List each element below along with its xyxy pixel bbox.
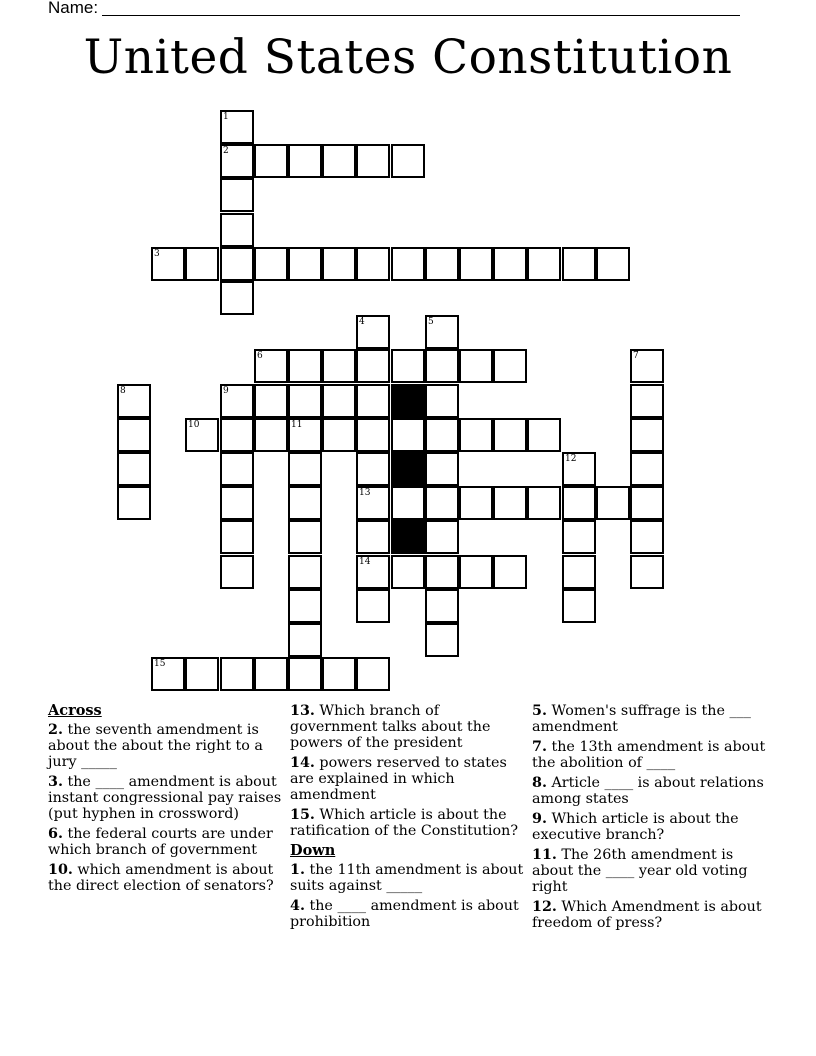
- grid-cell[interactable]: [356, 555, 390, 589]
- across-heading: Across: [48, 702, 102, 719]
- name-label: Name:: [48, 0, 99, 17]
- grid-cell[interactable]: [356, 315, 390, 349]
- grid-cell[interactable]: [151, 657, 185, 691]
- grid-cell[interactable]: [322, 384, 356, 418]
- grid-cell[interactable]: [630, 384, 664, 418]
- grid-cell[interactable]: [630, 418, 664, 452]
- grid-cell[interactable]: [288, 520, 322, 554]
- cell-number: 4: [359, 317, 365, 327]
- clue-column-1: [48, 703, 284, 898]
- grid-cell[interactable]: [596, 247, 630, 281]
- cell-number: 5: [428, 317, 434, 327]
- grid-cell[interactable]: [425, 349, 459, 383]
- grid-cell[interactable]: [220, 555, 254, 589]
- grid-cell[interactable]: [220, 247, 254, 281]
- grid-cell[interactable]: [562, 452, 596, 486]
- cell-number: 8: [120, 386, 126, 396]
- grid-cell[interactable]: [356, 657, 390, 691]
- grid-cell[interactable]: [288, 623, 322, 657]
- grid-cell[interactable]: [288, 486, 322, 520]
- cell-number: 1: [223, 112, 229, 122]
- clue-across-13: 13. Which branch of government talks about the powers of the president: [290, 703, 491, 751]
- grid-cell[interactable]: [288, 589, 322, 623]
- grid-cell[interactable]: [117, 486, 151, 520]
- grid-cell[interactable]: [220, 384, 254, 418]
- grid-cell[interactable]: [459, 418, 493, 452]
- grid-cell[interactable]: [356, 452, 390, 486]
- cell-number: 12: [565, 454, 577, 464]
- grid-cell[interactable]: [425, 555, 459, 589]
- grid-cell[interactable]: [356, 349, 390, 383]
- grid-cell[interactable]: [220, 657, 254, 691]
- grid-cell[interactable]: [254, 418, 288, 452]
- grid-cell[interactable]: [288, 349, 322, 383]
- grid-cell[interactable]: [220, 520, 254, 554]
- grid-cell[interactable]: [288, 247, 322, 281]
- grid-cell[interactable]: [185, 247, 219, 281]
- grid-cell[interactable]: [562, 247, 596, 281]
- grid-cell[interactable]: [356, 247, 390, 281]
- grid-cell[interactable]: [425, 452, 459, 486]
- grid-cell[interactable]: [562, 589, 596, 623]
- clue-across-2: 2. the seventh amendment is about the about the right to a jury _____: [48, 722, 263, 770]
- down-heading: Down: [290, 842, 336, 859]
- grid-cell[interactable]: [391, 418, 425, 452]
- grid-cell[interactable]: [117, 452, 151, 486]
- black-cell: [391, 384, 425, 418]
- cell-number: 3: [154, 249, 160, 259]
- grid-cell[interactable]: [220, 178, 254, 212]
- grid-cell[interactable]: [151, 247, 185, 281]
- black-cell: [391, 452, 425, 486]
- grid-cell[interactable]: [254, 657, 288, 691]
- grid-cell[interactable]: [630, 349, 664, 383]
- grid-cell[interactable]: [356, 520, 390, 554]
- grid-cell[interactable]: [425, 520, 459, 554]
- grid-cell[interactable]: [630, 452, 664, 486]
- cell-number: 7: [633, 351, 639, 361]
- clue-down-11: 11. The 26th amendment is about the ____ year old voting right: [532, 847, 748, 895]
- clue-across-14: 14. powers reserved to states are explained in which amendment: [290, 755, 507, 803]
- grid-cell[interactable]: [527, 486, 561, 520]
- grid-cell[interactable]: [493, 486, 527, 520]
- clue-across-15: 15. Which article is about the ratification of the Constitution?: [290, 807, 518, 839]
- grid-cell[interactable]: [493, 418, 527, 452]
- grid-cell[interactable]: [493, 555, 527, 589]
- grid-cell[interactable]: [288, 555, 322, 589]
- grid-cell[interactable]: [459, 555, 493, 589]
- grid-cell[interactable]: [322, 247, 356, 281]
- cell-number: 13: [359, 488, 371, 498]
- grid-cell[interactable]: [220, 418, 254, 452]
- clue-down-7: 7. the 13th amendment is about the abolition of ____: [532, 739, 766, 771]
- grid-cell[interactable]: [185, 418, 219, 452]
- grid-cell[interactable]: [220, 452, 254, 486]
- clue-down-9: 9. Which article is about the executive branch?: [532, 811, 739, 843]
- grid-cell[interactable]: [562, 486, 596, 520]
- cell-number: 11: [291, 420, 303, 430]
- clue-across-6: 6. the federal courts are under which branch of government: [48, 826, 273, 858]
- grid-cell[interactable]: [630, 555, 664, 589]
- grid-cell[interactable]: [356, 144, 390, 178]
- grid-cell[interactable]: [425, 418, 459, 452]
- grid-cell[interactable]: [288, 144, 322, 178]
- grid-cell[interactable]: [527, 247, 561, 281]
- grid-cell[interactable]: [425, 384, 459, 418]
- grid-cell[interactable]: [322, 657, 356, 691]
- grid-cell[interactable]: [493, 349, 527, 383]
- grid-cell[interactable]: [185, 657, 219, 691]
- grid-cell[interactable]: [391, 247, 425, 281]
- grid-cell[interactable]: [630, 486, 664, 520]
- grid-cell[interactable]: [391, 555, 425, 589]
- grid-cell[interactable]: [288, 657, 322, 691]
- grid-cell[interactable]: [356, 589, 390, 623]
- grid-cell[interactable]: [254, 144, 288, 178]
- clue-down-8: 8. Article ____ is about relations among states: [532, 775, 764, 807]
- grid-cell[interactable]: [254, 349, 288, 383]
- grid-cell[interactable]: [288, 384, 322, 418]
- clue-across-3: 3. the ____ amendment is about instant congressional pay raises (put hyphen in crossword): [48, 774, 282, 822]
- cell-number: 14: [359, 557, 371, 567]
- clue-down-12: 12. Which Amendment is about freedom of press?: [532, 899, 762, 931]
- grid-cell[interactable]: [254, 384, 288, 418]
- grid-cell[interactable]: [322, 144, 356, 178]
- grid-cell[interactable]: [322, 349, 356, 383]
- cell-number: 15: [154, 659, 166, 669]
- grid-cell[interactable]: [425, 623, 459, 657]
- grid-cell[interactable]: [356, 418, 390, 452]
- clue-column-3: [532, 703, 768, 935]
- grid-cell[interactable]: [288, 418, 322, 452]
- clue-down-5: 5. Women's suffrage is the ___ amendment: [532, 703, 751, 735]
- grid-cell[interactable]: [356, 384, 390, 418]
- grid-cell[interactable]: [562, 555, 596, 589]
- grid-cell[interactable]: [493, 247, 527, 281]
- grid-cell[interactable]: [425, 247, 459, 281]
- grid-cell[interactable]: [117, 418, 151, 452]
- grid-cell[interactable]: [391, 349, 425, 383]
- grid-cell[interactable]: [117, 384, 151, 418]
- grid-cell[interactable]: [322, 418, 356, 452]
- grid-cell[interactable]: [459, 247, 493, 281]
- grid-cell[interactable]: [220, 110, 254, 144]
- grid-cell[interactable]: [425, 589, 459, 623]
- grid-cell[interactable]: [459, 486, 493, 520]
- grid-cell[interactable]: [220, 281, 254, 315]
- grid-cell[interactable]: [630, 520, 664, 554]
- grid-cell[interactable]: [527, 418, 561, 452]
- grid-cell[interactable]: [425, 486, 459, 520]
- cell-number: 2: [223, 146, 229, 156]
- clue-column-2: [290, 703, 526, 934]
- grid-cell[interactable]: [562, 520, 596, 554]
- clue-down-4: 4. the ____ amendment is about prohibition: [290, 898, 519, 930]
- clue-down-1: 1. the 11th amendment is about suits against _____: [290, 862, 524, 894]
- cell-number: 9: [223, 386, 229, 396]
- grid-cell[interactable]: [356, 486, 390, 520]
- clue-across-10: 10. which amendment is about the direct election of senators?: [48, 862, 274, 894]
- grid-cell[interactable]: [220, 213, 254, 247]
- puzzle-title: United States Constitution: [83, 30, 733, 85]
- grid-cell[interactable]: [425, 315, 459, 349]
- grid-cell[interactable]: [596, 486, 630, 520]
- black-cell: [391, 520, 425, 554]
- grid-cell[interactable]: [288, 452, 322, 486]
- grid-cell[interactable]: [391, 144, 425, 178]
- grid-cell[interactable]: [254, 247, 288, 281]
- grid-cell[interactable]: [220, 486, 254, 520]
- grid-cell[interactable]: [459, 349, 493, 383]
- cell-number: 10: [188, 420, 200, 430]
- grid-cell[interactable]: [220, 144, 254, 178]
- cell-number: 6: [257, 351, 263, 361]
- grid-cell[interactable]: [391, 486, 425, 520]
